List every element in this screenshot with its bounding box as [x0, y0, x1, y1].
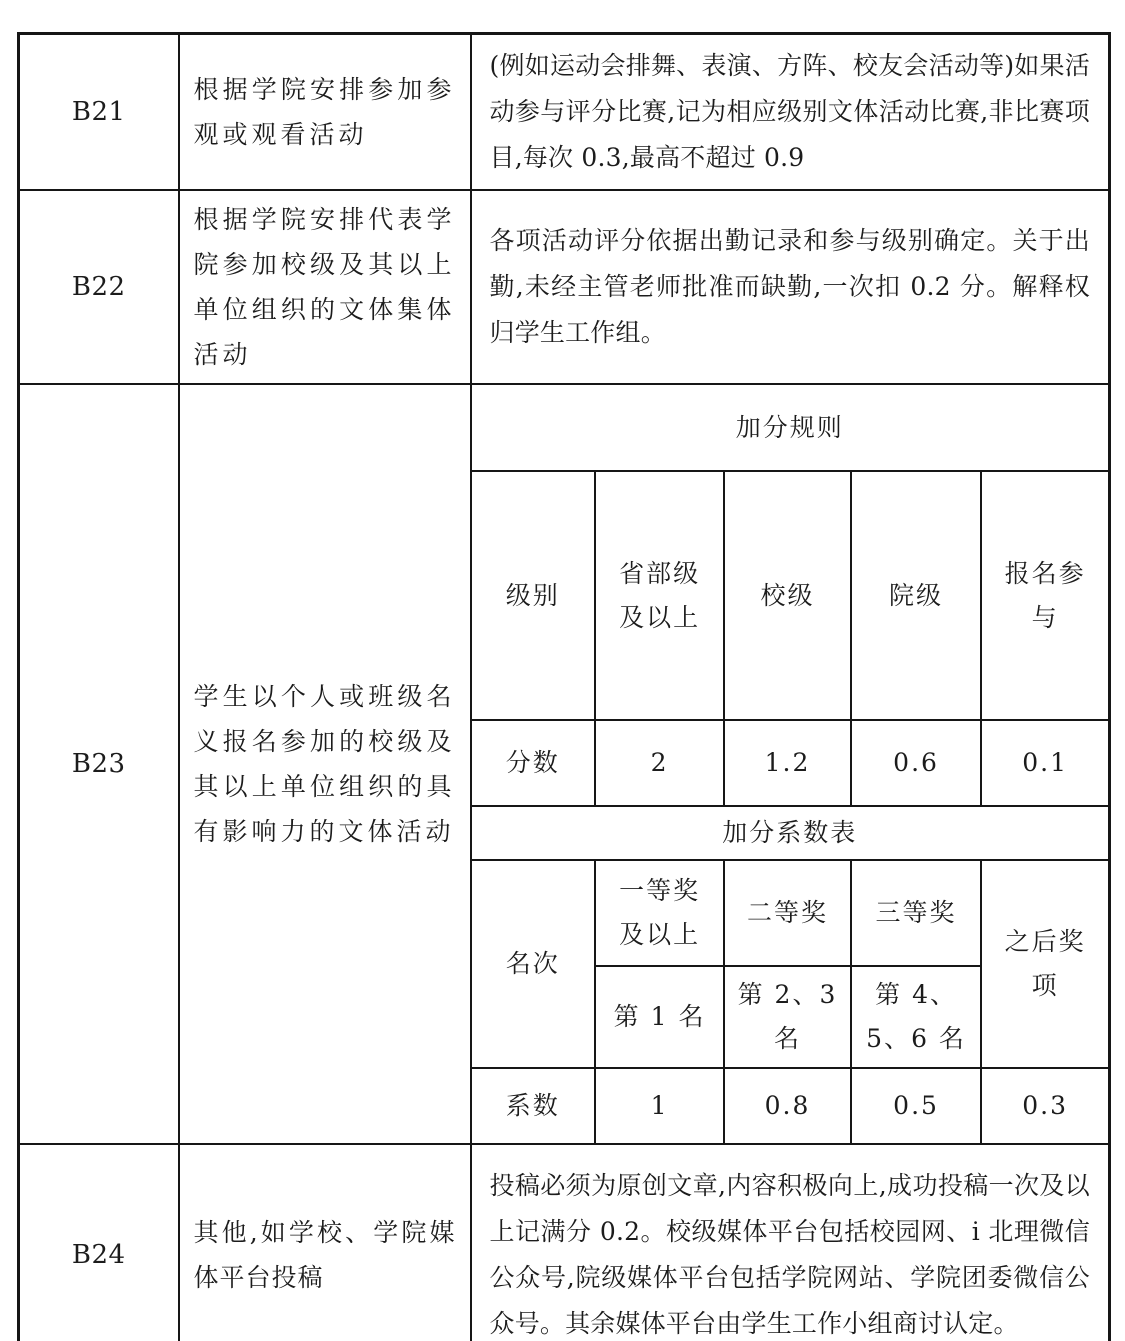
level-university: 校级: [724, 471, 851, 720]
coefficient-first: 1: [595, 1068, 724, 1143]
score-row: [472, 720, 1109, 806]
level-college: 院级: [851, 471, 981, 720]
row-b22-code: B22: [19, 190, 179, 384]
level-provincial: 省部级及以上: [595, 471, 724, 720]
row-b23-nested-cell: [471, 384, 1110, 1144]
level-header-row: [472, 471, 1109, 720]
coefficient-third: 0.5: [851, 1068, 981, 1143]
row-b22-item: 根据学院安排代表学院参加校级及其以上单位组织的文体集体活动: [179, 190, 471, 384]
row-b24-detail: 投稿必须为原创文章,内容积极向上,成功投稿一次及以上记满分 0.2。校级媒体平台包括校园网、i 北理微信公众号,院级媒体平台包括学院网站、学院团委微信公众号。其余媒体平台由学生工作小组商讨认定。: [471, 1144, 1110, 1341]
score-college: 0.6: [851, 720, 981, 806]
table-row: [19, 190, 1110, 384]
level-signup: 报名参与: [981, 471, 1108, 720]
row-b24-code: B24: [19, 1144, 179, 1341]
level-row-label: 级别: [472, 471, 595, 720]
rank-row-label: 名次: [472, 860, 595, 1068]
award-first: 一等奖及以上: [595, 860, 724, 966]
row-b21-code: B21: [19, 34, 179, 191]
score-provincial: 2: [595, 720, 724, 806]
rank-first: 第 1 名: [595, 966, 724, 1068]
score-signup: 0.1: [981, 720, 1108, 806]
rank-second: 第 2、3 名: [724, 966, 851, 1068]
coefficient-row: [472, 1068, 1109, 1143]
coefficient-trailing: 0.3: [981, 1068, 1108, 1143]
table-row: [19, 34, 1110, 191]
row-b23-code: B23: [19, 384, 179, 1144]
table-row: [19, 1144, 1110, 1341]
row-b21-detail: (例如运动会排舞、表演、方阵、校友会活动等)如果活动参与评分比赛,记为相应级别文体活动比赛,非比赛项目,每次 0.3,最高不超过 0.9: [471, 34, 1110, 191]
coefficient-row-label: 系数: [472, 1068, 595, 1143]
row-b24-item: 其他,如学校、学院媒体平台投稿: [179, 1144, 471, 1341]
row-b23-item: 学生以个人或班级名义报名参加的校级及其以上单位组织的具有影响力的文体活动: [179, 384, 471, 1144]
row-b22-detail: 各项活动评分依据出勤记录和参与级别确定。关于出勤,未经主管老师批准而缺勤,一次扣 0.2 分。解释权归学生工作组。: [471, 190, 1110, 384]
rank-third: 第 4、5、6 名: [851, 966, 981, 1068]
award-header-row: [472, 860, 1109, 966]
award-third: 三等奖: [851, 860, 981, 966]
coefficient-table-title: 加分系数表: [472, 806, 1109, 860]
bonus-rules-title-row: [472, 385, 1109, 471]
score-university: 1.2: [724, 720, 851, 806]
award-second: 二等奖: [724, 860, 851, 966]
coefficient-title-row: [472, 806, 1109, 860]
bonus-rules-nested-table: [472, 385, 1109, 1143]
table-row: [19, 384, 1110, 1144]
coefficient-second: 0.8: [724, 1068, 851, 1143]
row-b21-item: 根据学院安排参加参观或观看活动: [179, 34, 471, 191]
bonus-rules-title: 加分规则: [472, 385, 1109, 471]
score-rules-table: [17, 32, 1111, 1341]
award-trailing: 之后奖项: [981, 860, 1108, 1068]
score-row-label: 分数: [472, 720, 595, 806]
